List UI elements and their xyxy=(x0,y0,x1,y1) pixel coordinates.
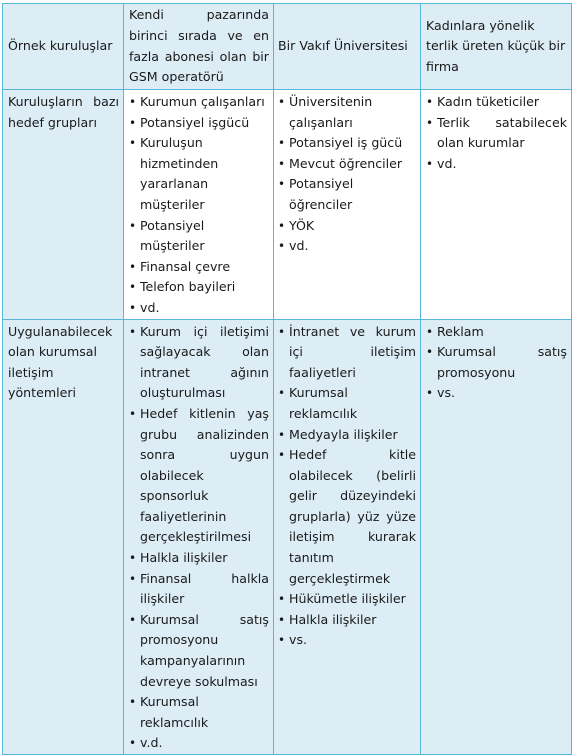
bullet-icon: • xyxy=(426,324,434,339)
bullet-icon: • xyxy=(129,95,137,109)
list-item xyxy=(278,322,416,384)
bullet-icon: • xyxy=(129,406,137,421)
list-item-text: Telefon bayileri xyxy=(140,279,236,295)
list-item xyxy=(129,733,269,754)
list-item xyxy=(129,113,269,134)
bullet-icon: • xyxy=(129,736,137,751)
list-item xyxy=(278,630,416,651)
list-item xyxy=(278,383,416,424)
row-label: Uygulanabilecek olan kurumsal iletişim yöntemleri xyxy=(8,323,113,401)
bullet-icon: • xyxy=(129,324,137,339)
bullet-icon: • xyxy=(129,551,137,566)
list-cell xyxy=(274,90,421,320)
list-item xyxy=(129,257,269,278)
list-item-text: Kuruluşun hizmetinden yararlanan müşteriler xyxy=(140,135,219,212)
list-item-text: Reklam xyxy=(437,323,484,339)
comparison-table xyxy=(2,3,572,755)
row-label-cell xyxy=(3,319,124,754)
bullet-icon: • xyxy=(129,300,137,315)
list-item xyxy=(426,92,567,113)
bullet-icon: • xyxy=(426,156,434,171)
list-cell xyxy=(421,319,572,754)
list-item xyxy=(426,113,567,154)
bullet-icon: • xyxy=(129,136,137,151)
bullet-list xyxy=(278,92,416,257)
bullet-icon: • xyxy=(129,259,137,274)
bullet-icon: • xyxy=(278,218,286,233)
list-item-text: vd. xyxy=(140,299,160,315)
bullet-icon: • xyxy=(426,345,434,360)
list-item xyxy=(278,236,416,257)
list-item-text: Halkla ilişkiler xyxy=(289,611,377,627)
bullet-list xyxy=(426,92,567,174)
list-item-text: Hükümetle ilişkiler xyxy=(289,591,406,607)
list-item-text: vd. xyxy=(437,155,457,171)
list-item xyxy=(129,569,269,610)
bullet-icon: • xyxy=(278,136,286,151)
bullet-icon: • xyxy=(278,386,286,401)
bullet-icon: • xyxy=(129,115,137,130)
list-item-text: Finansal çevre xyxy=(140,258,231,274)
list-item-text: Finansal halkla ilişkiler xyxy=(140,570,269,607)
list-cell xyxy=(124,319,274,754)
bullet-list xyxy=(129,92,269,319)
bullet-icon: • xyxy=(129,695,137,710)
list-item-text: Halkla ilişkiler xyxy=(140,550,228,566)
list-item xyxy=(426,383,567,404)
list-item-text: Üniversitenin çalışanları xyxy=(289,94,373,130)
header-cell-example-orgs xyxy=(3,4,124,90)
bullet-icon: • xyxy=(278,612,286,627)
list-cell xyxy=(124,90,274,320)
list-item-text: Hedef kitlenin yaş grubu analizinden sonra uygun olabilecek sponsorluk faaliyetlerinin gerçekleştirilmesi xyxy=(140,405,269,545)
row-label: Kuruluşların bazı hedef grupları xyxy=(8,94,119,130)
list-item xyxy=(129,404,269,548)
list-item xyxy=(278,216,416,237)
bullet-icon: • xyxy=(278,156,286,171)
list-item xyxy=(129,133,269,215)
list-item-text: Potansiyel öğrenciler xyxy=(289,176,354,212)
list-item-text: Kurumsal reklamcılık xyxy=(289,385,358,421)
bullet-list xyxy=(278,322,416,652)
list-item-text: vs. xyxy=(437,385,456,401)
bullet-icon: • xyxy=(278,592,286,607)
header-cell-university xyxy=(274,4,421,90)
list-item-text: Potansiyel müşteriler xyxy=(140,217,205,254)
list-item-text: Kurumsal satış promosyonu kampanyalarının devreye sokulması xyxy=(140,611,269,689)
header-label: Kadınlara yönelik terlik üreten küçük bir firma xyxy=(426,17,566,74)
bullet-icon: • xyxy=(278,239,286,254)
list-item xyxy=(278,154,416,175)
list-item-text: Potansiyel işgücü xyxy=(140,114,250,130)
list-item-text: İntranet ve kurum içi iletişim faaliyetleri xyxy=(289,323,416,380)
list-item xyxy=(278,133,416,154)
list-item xyxy=(278,174,416,215)
bullet-icon: • xyxy=(278,95,286,109)
list-item-text: vd. xyxy=(289,238,309,254)
list-item-text: vs. xyxy=(289,632,308,648)
list-item-text: Kurumun çalışanları xyxy=(140,94,265,109)
header-label: Kendi pazarında birinci sırada ve en fazla abonesi olan bir GSM operatörü xyxy=(129,7,269,85)
list-item xyxy=(426,322,567,343)
bullet-icon: • xyxy=(129,571,137,586)
header-label: Bir Vakıf Üniversitesi xyxy=(278,38,408,54)
bullet-list xyxy=(426,322,567,404)
table-row-methods xyxy=(3,319,572,754)
list-item xyxy=(129,92,269,113)
bullet-list xyxy=(129,322,269,754)
list-item-text: Mevcut öğrenciler xyxy=(289,155,403,171)
list-item-text: Kadın tüketiciler xyxy=(437,94,540,109)
list-item xyxy=(129,216,269,257)
bullet-icon: • xyxy=(129,218,137,233)
bullet-icon: • xyxy=(426,95,434,109)
header-label: Örnek kuruluşlar xyxy=(8,38,113,54)
bullet-icon: • xyxy=(278,448,286,463)
list-item xyxy=(129,277,269,298)
list-item xyxy=(129,322,269,404)
bullet-icon: • xyxy=(426,115,434,130)
list-item xyxy=(278,92,416,133)
bullet-icon: • xyxy=(129,612,137,627)
list-item xyxy=(426,154,567,175)
table-row-target-groups xyxy=(3,90,572,320)
bullet-icon: • xyxy=(426,386,434,401)
list-item-text: v.d. xyxy=(140,735,163,751)
bullet-icon: • xyxy=(278,633,286,648)
list-item-text: Medyayla ilişkiler xyxy=(289,426,398,442)
list-item xyxy=(278,425,416,446)
bullet-icon: • xyxy=(278,177,286,192)
header-row xyxy=(3,4,572,90)
list-item xyxy=(129,548,269,569)
list-item xyxy=(426,342,567,383)
list-item-text: Terlik satabilecek olan kurumlar xyxy=(437,114,567,151)
list-item-text: Hedef kitle olabilecek (belirli gelir düzeyindeki gruplarla) yüz yüze iletişim kurarak tanıtım gerçekleştirmek xyxy=(289,447,416,586)
list-item xyxy=(129,298,269,319)
bullet-icon: • xyxy=(278,427,286,442)
bullet-icon: • xyxy=(278,324,286,339)
header-cell-gsm-operator xyxy=(124,4,274,90)
list-item xyxy=(129,692,269,733)
list-item xyxy=(278,589,416,610)
row-label-cell xyxy=(3,90,124,320)
list-item xyxy=(129,610,269,692)
list-item-text: Kurumsal satış promosyonu xyxy=(437,344,567,380)
list-cell xyxy=(274,319,421,754)
list-item-text: Potansiyel iş gücü xyxy=(289,135,403,151)
header-cell-slipper-firm xyxy=(421,4,572,90)
list-item-text: Kurum içi iletişimi sağlayacak olan intranet ağının oluşturulması xyxy=(140,323,269,401)
list-item-text: YÖK xyxy=(289,217,315,233)
list-item-text: Kurumsal reklamcılık xyxy=(140,694,209,730)
list-cell xyxy=(421,90,572,320)
list-item xyxy=(278,610,416,631)
bullet-icon: • xyxy=(129,280,137,295)
list-item xyxy=(278,445,416,589)
